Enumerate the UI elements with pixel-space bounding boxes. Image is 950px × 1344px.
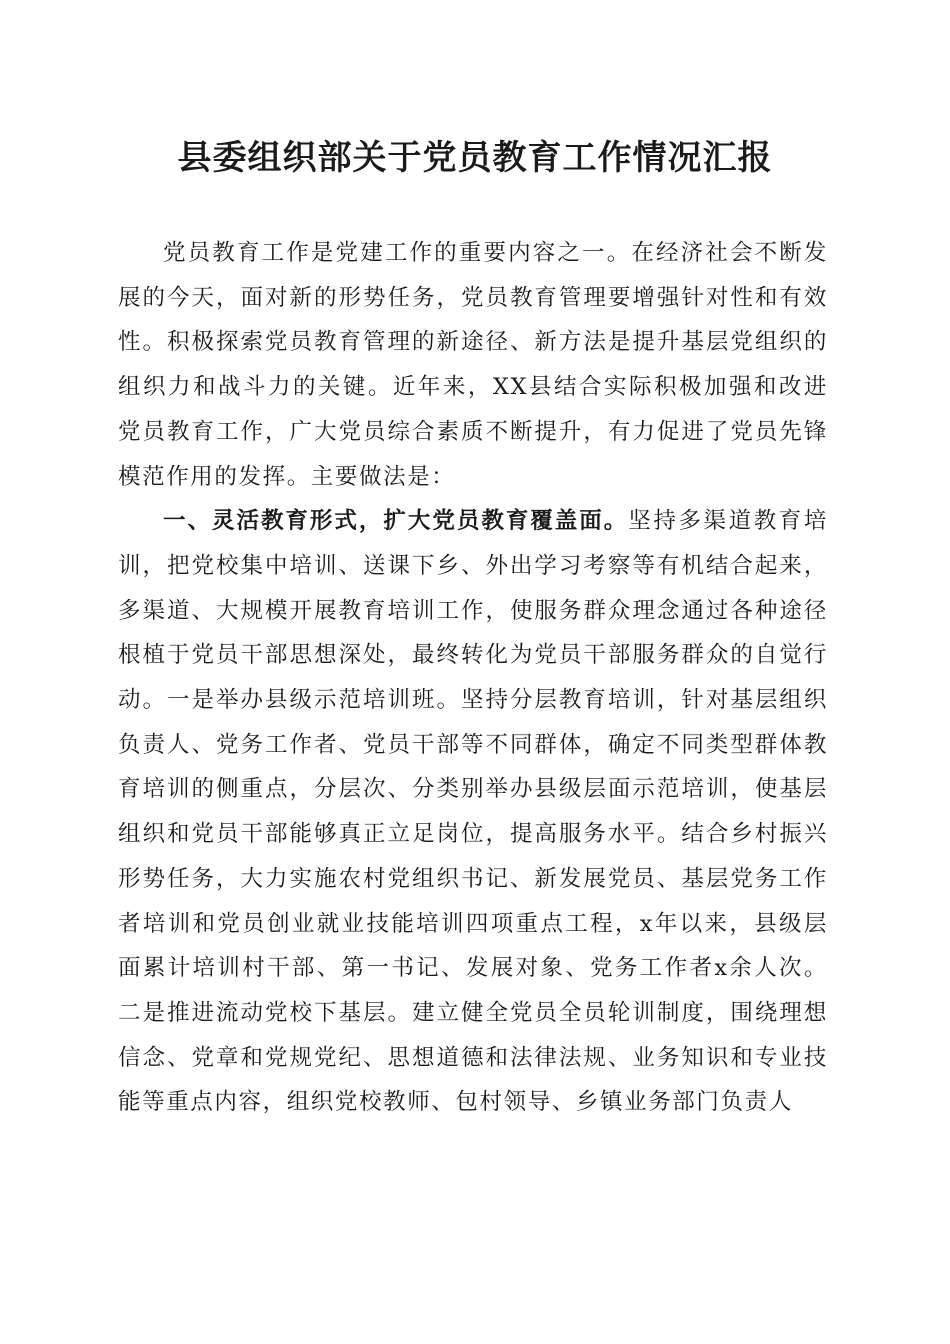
document-title: 县委组织部关于党员教育工作情况汇报 (177, 138, 773, 178)
document-body (118, 231, 828, 1125)
section-1-heading: 一、灵活教育形式，扩大党员教育覆盖面。 (163, 508, 629, 535)
intro-paragraph: 党员教育工作是党建工作的重要内容之一。在经济社会不断发展的今天，面对新的形势任务，党员教育管理要增强针对性和有效性。积极探索党员教育管理的新途径、新方法是提升基层党组织的组织力和战斗力的关键。近年来，XX县结合实际积极加强和改进党员教育工作，广大党员综合素质不断提升，有力促进了党员先锋模范作用的发挥。主要做法是： (118, 240, 828, 490)
section-1-body: 坚持多渠道教育培训，把党校集中培训、送课下乡、外出学习考察等有机结合起来，多渠道、大规模开展教育培训工作，使服务群众理念通过各种途径根植于党员干部思想深处，最终转化为党员干部服务群众的自觉行动。一是举办县级示范培训班。坚持分层教育培训，针对基层组织负责人、党务工作者、党员干部等不同群体，确定不同类型群体教育培训的侧重点，分层次、分类别举办县级层面示范培训，使基层组织和党员干部能够真正立足岗位，提高服务水平。结合乡村振兴形势任务，大力实施农村党组织书记、新发展党员、基层党务工作者培训和党员创业就业技能培训四项重点工程，x年以来，县级层面累计培训村干部、第一书记、发展对象、党务工作者x余人次。二是推进流动党校下基层。建立健全党员全员轮训制度，围绕理想信念、党章和党规党纪、思想道德和法律法规、业务知识和专业技能等重点内容，组织党校教师、包村领导、乡镇业务部门负责人 (118, 508, 828, 1116)
section-1-paragraph (118, 499, 828, 1125)
